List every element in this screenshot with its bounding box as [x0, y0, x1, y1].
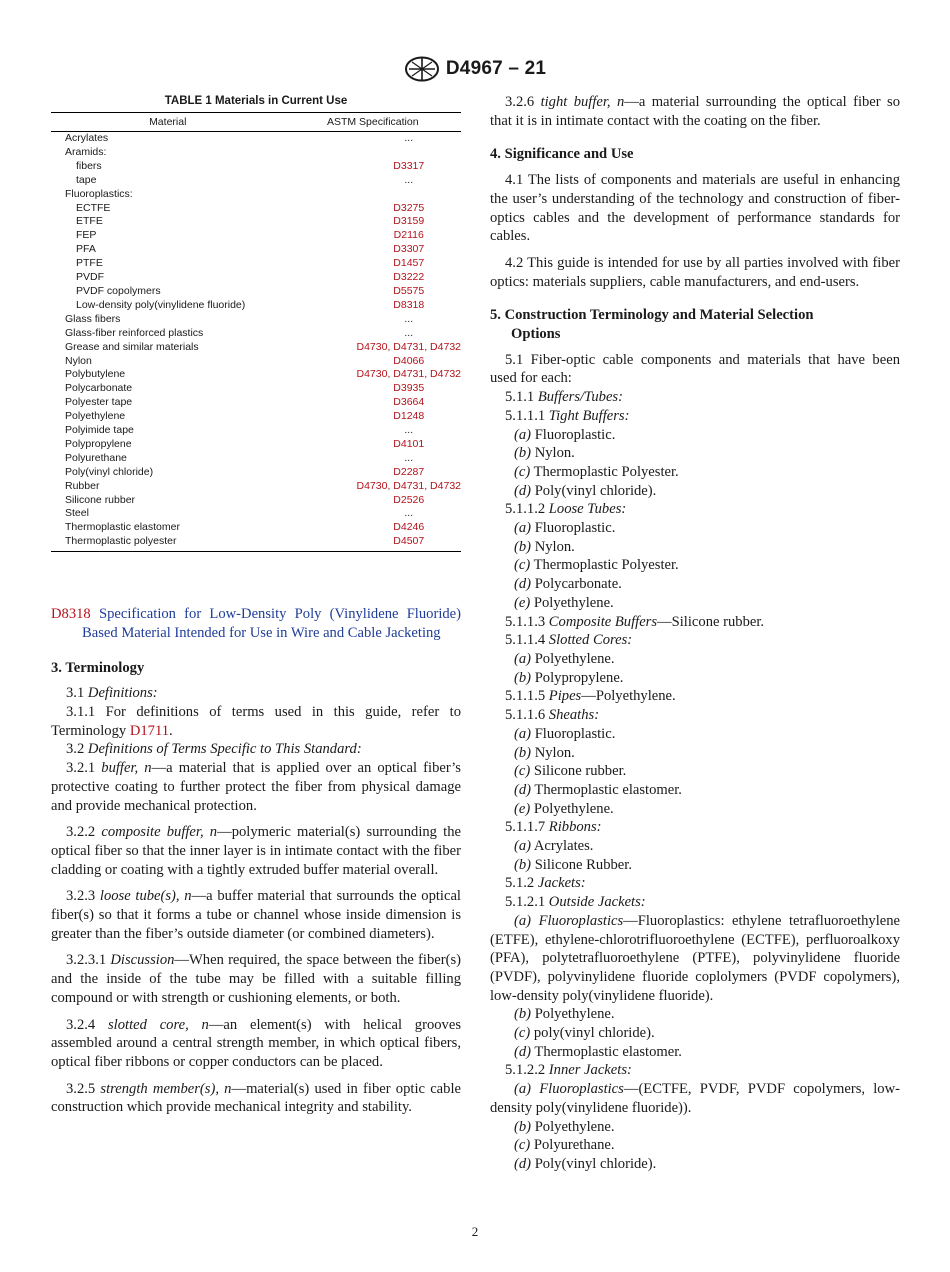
table-row	[51, 355, 461, 369]
spec-cell: ...	[404, 312, 414, 325]
table-row	[51, 521, 461, 535]
list-item: (d) Poly(vinyl chloride).	[514, 482, 657, 499]
para-5-1-2-1: 5.1.2.1 Outside Jackets:	[505, 894, 646, 911]
list-loose-tubes	[490, 519, 900, 613]
materials-table-body	[51, 132, 461, 552]
para-5-1: 5.1 Fiber-optic cable components and materials that have been used for each:	[490, 351, 900, 387]
section-5-heading: 5. Construction Terminology and Material Selection Options	[490, 307, 814, 343]
spec-cell: ...	[404, 451, 414, 464]
spec-cell: D2287	[393, 465, 425, 478]
spec-cell: D5575	[393, 284, 425, 297]
table-row	[51, 202, 461, 216]
list-inner-jackets	[490, 1118, 900, 1174]
spec-cell: D3664	[393, 396, 425, 409]
table-row	[51, 410, 461, 424]
spec-cell: D2526	[393, 493, 425, 506]
material-cell: Low-density poly(vinylidene fluoride)	[76, 298, 246, 311]
spec-cell: D3159	[393, 215, 425, 228]
table-row	[51, 285, 461, 299]
para-5-1-1-1: 5.1.1.1 Tight Buffers:	[505, 407, 630, 424]
outside-jackets-a: (a) Fluoroplastics—Fluoroplastics: ethylene tetrafluoroethylene (ETFE), ethylene-chlorotrifluoroethylene (ECTFE), perfluoroalkoxy (PFA), polytetrafluoroethylene (PTFE), polyvinylidene fluoride (PVDF), polyvinylidene fluoride coplolymers (PVDF copolymers), low-density poly(vinylidene fluoride).	[490, 912, 900, 1004]
list-item: (a) Fluoroplastic.	[514, 426, 616, 443]
list-item: (d) Polycarbonate.	[514, 576, 622, 593]
spec-cell: D4101	[393, 437, 425, 450]
list-item: (a) Fluoroplastic.	[514, 725, 616, 742]
table-row	[51, 160, 461, 174]
spec-cell: D3317	[393, 159, 425, 172]
link-d1711[interactable]: D1711	[129, 722, 170, 739]
list-item: (b) Nylon.	[514, 744, 575, 761]
page-header	[0, 56, 950, 82]
para-3-2-3-1: 3.2.3.1 Discussion—When required, the space between the fiber(s) and the inside of the tube may be filled with a suitable filling compound or with strength or cushioning elements, or both.	[51, 952, 462, 1006]
reference-code[interactable]: D8318	[51, 606, 91, 623]
material-cell: Polyethylene	[65, 410, 126, 423]
spec-cell: D4730, D4731, D4732	[356, 340, 461, 353]
table-row	[51, 188, 461, 202]
table-title: TABLE 1 Materials in Current Use	[164, 95, 348, 107]
spec-cell: D3275	[393, 201, 425, 214]
col-header-material: Material	[51, 113, 285, 132]
reference-d8318	[51, 605, 461, 642]
material-cell: PFA	[76, 243, 96, 256]
table-row	[51, 438, 461, 452]
para-5-1-1-5: 5.1.1.5 Pipes—Polyethylene.	[505, 688, 676, 705]
section-3	[51, 659, 461, 1117]
astm-logo-icon	[404, 56, 440, 82]
material-cell: Acrylates	[65, 132, 109, 144]
table-row	[51, 271, 461, 285]
list-item: (b) Silicone Rubber.	[514, 856, 632, 873]
spec-cell: D4246	[393, 521, 425, 534]
reference-title[interactable]: Specification for Low-Density Poly (Vinylidene Fluoride) Based Material Intended for Use in Wire and Cable Jacketing	[82, 606, 462, 641]
spec-cell: D3307	[393, 243, 425, 256]
material-cell: Silicone rubber	[65, 493, 136, 506]
list-item: (c) Polyurethane.	[514, 1137, 615, 1154]
para-3-2-5: 3.2.5 strength member(s), n—material(s) used in fiber optic cable construction which provide mechanical integrity and stability.	[51, 1080, 461, 1116]
para-5-1-2: 5.1.2 Jackets:	[505, 875, 586, 892]
para-5-1-2-2: 5.1.2.2 Inner Jackets:	[505, 1062, 632, 1079]
para-3-2: 3.2 Definitions of Terms Specific to This Standard:	[66, 741, 362, 758]
spec-cell: ...	[404, 424, 414, 437]
material-cell: Grease and similar materials	[65, 340, 199, 353]
table-row	[51, 535, 461, 551]
spec-cell: D2116	[393, 229, 424, 242]
table-row	[51, 368, 461, 382]
table-row	[51, 229, 461, 243]
list-item: (b) Polyethylene.	[514, 1006, 615, 1023]
material-cell: Fluoroplastics:	[65, 187, 133, 200]
table-row	[51, 174, 461, 188]
spec-cell: ...	[404, 326, 414, 339]
table-row	[51, 424, 461, 438]
material-cell: Nylon	[65, 354, 92, 367]
list-item: (c) Thermoplastic Polyester.	[514, 463, 679, 480]
para-3-2-6: 3.2.6 tight buffer, n—a material surrounding the optical fiber so that it is in intimate contact with the coating on the fiber.	[490, 94, 900, 129]
spec-cell: D3222	[393, 271, 425, 284]
list-item: (e) Polyethylene.	[514, 594, 614, 611]
table-row	[51, 382, 461, 396]
spec-cell: D1457	[393, 257, 425, 270]
para-5-1-1-6: 5.1.1.6 Sheaths:	[505, 707, 600, 724]
material-cell: Polycarbonate	[65, 382, 133, 395]
spec-cell: D3935	[393, 382, 425, 395]
material-cell: Polybutylene	[65, 368, 126, 381]
material-cell: Glass-fiber reinforced plastics	[65, 326, 204, 339]
list-item: (a) Acrylates.	[514, 838, 594, 855]
material-cell: Thermoplastic elastomer	[65, 521, 180, 534]
table-row	[51, 494, 461, 508]
para-3-2-4: 3.2.4 slotted core, n—an element(s) with helical grooves assembled around a central strength member, in which optical fibers, optical fiber ribbons or copper conductors can be placed.	[51, 1016, 462, 1070]
table-row	[51, 480, 461, 494]
spec-cell: D4507	[285, 535, 462, 551]
list-item: (b) Polyethylene.	[514, 1118, 615, 1135]
spec-cell: D4730, D4731, D4732	[356, 479, 461, 492]
material-cell: Steel	[65, 507, 89, 520]
material-cell: PTFE	[76, 257, 103, 270]
material-cell: Thermoplastic polyester	[51, 535, 285, 551]
table-row	[51, 257, 461, 271]
material-cell: PVDF copolymers	[76, 284, 161, 297]
list-item: (c) Thermoplastic Polyester.	[514, 557, 679, 574]
table-row	[51, 507, 461, 521]
para-3-1-1: 3.1.1 For definitions of terms used in this guide, refer to Terminology D1711.	[51, 704, 461, 739]
para-3-1: 3.1 Definitions:	[66, 685, 158, 702]
para-4-2: 4.2 This guide is intended for use by all parties involved with fiber optics: materials suppliers, cable manufacturers, and end-users.	[490, 254, 900, 290]
materials-table	[51, 112, 461, 552]
para-5-1-1-4: 5.1.1.4 Slotted Cores:	[505, 632, 633, 649]
material-cell: Polypropylene	[65, 437, 132, 450]
material-cell: tape	[76, 173, 97, 186]
para-3-2-1: 3.2.1 buffer, n—a material that is applied over an optical fiber’s protective coating to further protect the fiber from physical damage and provide mechanical protection.	[51, 760, 461, 814]
list-item: (a) Polyethylene.	[514, 650, 615, 667]
list-item: (e) Polyethylene.	[514, 800, 614, 817]
spec-cell: ...	[404, 507, 414, 520]
list-tight-buffers	[490, 426, 900, 501]
table-row	[51, 215, 461, 229]
table-row	[51, 146, 461, 160]
material-cell: Aramids:	[65, 145, 107, 158]
table-row	[51, 452, 461, 466]
list-item: (b) Polypropylene.	[514, 669, 624, 686]
list-outside-jackets	[490, 1005, 900, 1061]
table-row	[51, 327, 461, 341]
material-cell: Polyester tape	[65, 396, 133, 409]
table-row	[51, 299, 461, 313]
spec-cell: D4730, D4731, D4732	[356, 368, 461, 381]
spec-cell: D4066	[393, 354, 425, 367]
para-5-1-1: 5.1.1 Buffers/Tubes:	[505, 389, 623, 406]
section-3-heading: 3. Terminology	[51, 659, 145, 676]
table-row	[51, 466, 461, 480]
material-cell: fibers	[76, 159, 102, 172]
material-cell: PVDF	[76, 271, 105, 284]
inner-jackets-a: (a) Fluoroplastics—(ECTFE, PVDF, PVDF copolymers, low-density poly(vinylidene fluoride)).	[490, 1081, 900, 1116]
document-id: D4967 – 21	[445, 58, 547, 79]
material-cell: Polyimide tape	[65, 424, 134, 437]
section-4-heading: 4. Significance and Use	[490, 146, 634, 163]
list-item: (b) Nylon.	[514, 445, 575, 462]
list-item: (a) Fluoroplastic.	[514, 520, 616, 537]
spec-cell: D1248	[393, 410, 425, 423]
list-item: (c) Silicone rubber.	[514, 763, 627, 780]
right-column	[490, 93, 900, 1174]
para-5-1-1-2: 5.1.1.2 Loose Tubes:	[505, 501, 627, 518]
list-ribbons	[490, 837, 900, 874]
list-slotted-cores	[490, 650, 900, 687]
spec-cell: ...	[404, 173, 414, 186]
left-column	[51, 93, 461, 1117]
spec-cell: D8318	[393, 298, 425, 311]
list-item: (d) Poly(vinyl chloride).	[514, 1155, 657, 1172]
para-3-2-3: 3.2.3 loose tube(s), n—a buffer material that surrounds the optical fiber(s) so that it forms a tube or channel whose inside dimension is greater than the fiber’s outside diameter (or combined diameters).	[51, 888, 461, 942]
para-5-1-1-7: 5.1.1.7 Ribbons:	[505, 819, 602, 836]
table-row	[51, 243, 461, 257]
col-header-spec: ASTM Specification	[285, 113, 462, 132]
material-cell: ETFE	[76, 215, 103, 228]
list-item: (b) Nylon.	[514, 538, 575, 555]
table-row	[51, 132, 461, 146]
spec-cell	[285, 146, 462, 160]
spec-cell: ...	[404, 132, 414, 144]
material-cell: Polyurethane	[65, 451, 127, 464]
material-cell: FEP	[76, 229, 97, 242]
page-number: 2	[471, 1224, 479, 1239]
material-cell: Rubber	[65, 479, 100, 492]
spec-cell	[285, 188, 462, 202]
table-row	[51, 396, 461, 410]
list-item: (c) poly(vinyl chloride).	[514, 1025, 655, 1042]
material-cell: Glass fibers	[65, 312, 121, 325]
list-item: (d) Thermoplastic elastomer.	[514, 781, 682, 798]
para-5-1-1-3: 5.1.1.3 Composite Buffers—Silicone rubber.	[505, 613, 765, 630]
list-sheaths	[490, 725, 900, 819]
material-cell: Poly(vinyl chloride)	[65, 465, 154, 478]
para-4-1: 4.1 The lists of components and materials are useful in enhancing the user’s understanding of the technology and construction of fiber-optics cables and the development of performance standards for cables.	[490, 172, 900, 245]
table-row	[51, 341, 461, 355]
list-item: (d) Thermoplastic elastomer.	[514, 1043, 682, 1060]
table-row	[51, 313, 461, 327]
para-3-2-2: 3.2.2 composite buffer, n—polymeric material(s) surrounding the optical fiber so that the inner layer is in intimate contact with the fiber cladding or coating with a tightly extruded buffer material overall.	[51, 824, 461, 878]
material-cell: ECTFE	[76, 201, 111, 214]
